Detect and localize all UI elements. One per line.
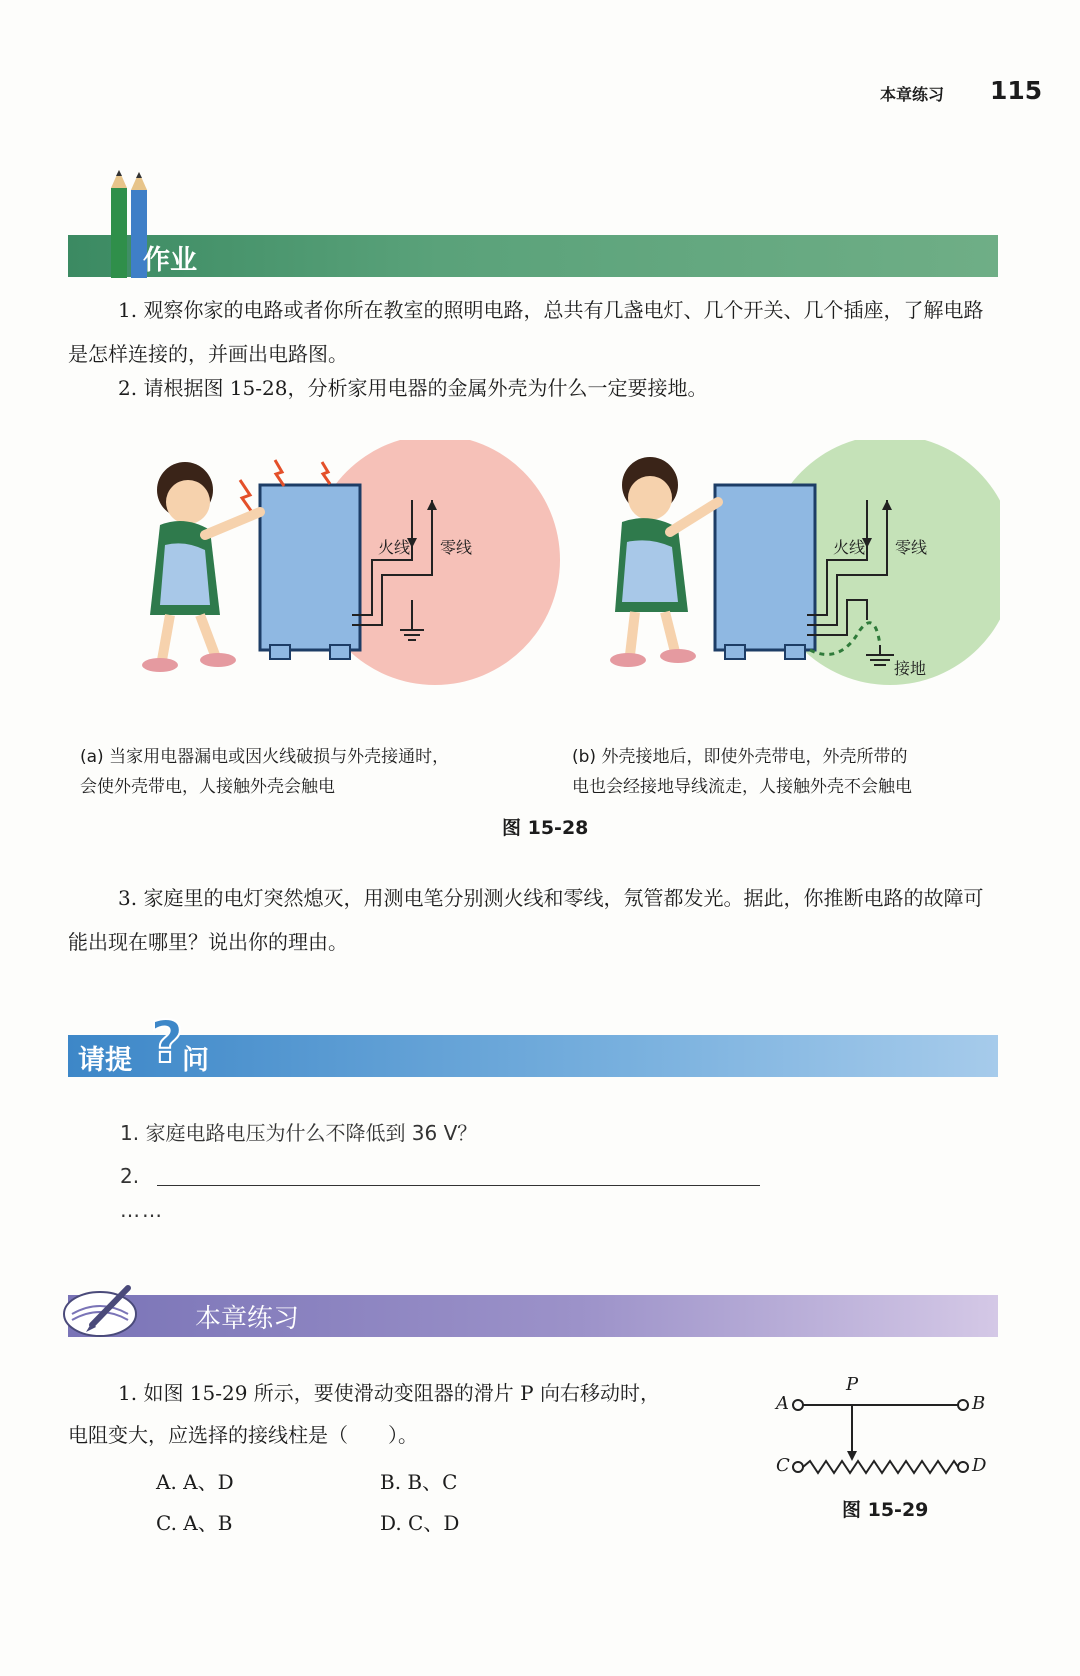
homework-question-3: 3. 家庭里的电灯突然熄灭，用测电笔分别测火线和零线，氖管都发光。据此，你推断电路的故障可能出现在哪里？说出你的理由。: [68, 886, 984, 954]
exercise-question-1-line2: 电阻变大，应选择的接线柱是（ ）。: [68, 1423, 418, 1447]
fig-a-neutral-wire-label: 零线: [440, 538, 473, 557]
fig-b-caption-line1: (b) 外壳接地后，即使外壳带电，外壳所带的: [572, 747, 908, 767]
homework-question-2: 2. 请根据图 15-28，分析家用电器的金属外壳为什么一定要接地。: [118, 376, 708, 400]
ask-question-2: 2.: [120, 1164, 140, 1188]
option-a: A. A、D: [156, 1470, 234, 1494]
homework-section-band: [68, 235, 998, 277]
option-d: D. C、D: [380, 1511, 460, 1535]
figure-15-28-illustration: [90, 440, 1000, 700]
slider-p-label: P: [846, 1374, 859, 1395]
page-number: 115: [990, 76, 1043, 105]
option-b: B. B、C: [380, 1470, 458, 1494]
ask-title-right: 问: [182, 1045, 209, 1076]
figure-15-29-rheostat-diagram: [770, 1375, 1000, 1485]
fig-b-caption-line2: 电也会经接地导线流走，人接触外壳不会触电: [572, 777, 912, 797]
fig-b-live-wire-label: 火线: [833, 538, 866, 557]
fig-b-neutral-wire-label: 零线: [895, 538, 928, 557]
exercise-title: 本章练习: [195, 1304, 300, 1334]
terminal-b-label: B: [972, 1393, 986, 1414]
terminal-d-label: D: [972, 1455, 987, 1476]
homework-question-1: 1. 观察你家的电路或者你所在教室的照明电路，总共有几盏电灯、几个开关、几个插座，了解电路是怎样连接的，并画出电路图。: [68, 298, 984, 366]
exercise-question-1-line1: 1. 如图 15-29 所示，要使滑动变阻器的滑片 P 向右移动时，: [118, 1381, 660, 1405]
fig-a-live-wire-label: 火线: [378, 538, 411, 557]
ask-question-1: 1. 家庭电路电压为什么不降低到 36 V？: [120, 1121, 478, 1145]
homework-title: 作业: [143, 245, 197, 276]
ask-ellipsis: ……: [120, 1198, 164, 1222]
running-header-chapter: 本章练习: [880, 85, 945, 104]
option-c: C. A、B: [156, 1511, 233, 1535]
notebook-pencil-icon: [62, 1280, 140, 1340]
figure-15-28-label: 图 15-28: [502, 817, 589, 839]
fig-b-ground-label: 接地: [894, 659, 927, 678]
fig-a-caption-line2: 会使外壳带电，人接触外壳会触电: [80, 777, 335, 797]
fig-a-caption-line1: (a) 当家用电器漏电或因火线破损与外壳接通时，: [80, 747, 450, 767]
question-mark-icon: ?: [150, 1008, 184, 1076]
terminal-a-label: A: [776, 1393, 789, 1414]
terminal-c-label: C: [776, 1455, 790, 1476]
ask-answer-line: [157, 1185, 760, 1186]
ask-title-left: 请提: [78, 1045, 132, 1076]
figure-15-29-label: 图 15-29: [842, 1499, 929, 1521]
